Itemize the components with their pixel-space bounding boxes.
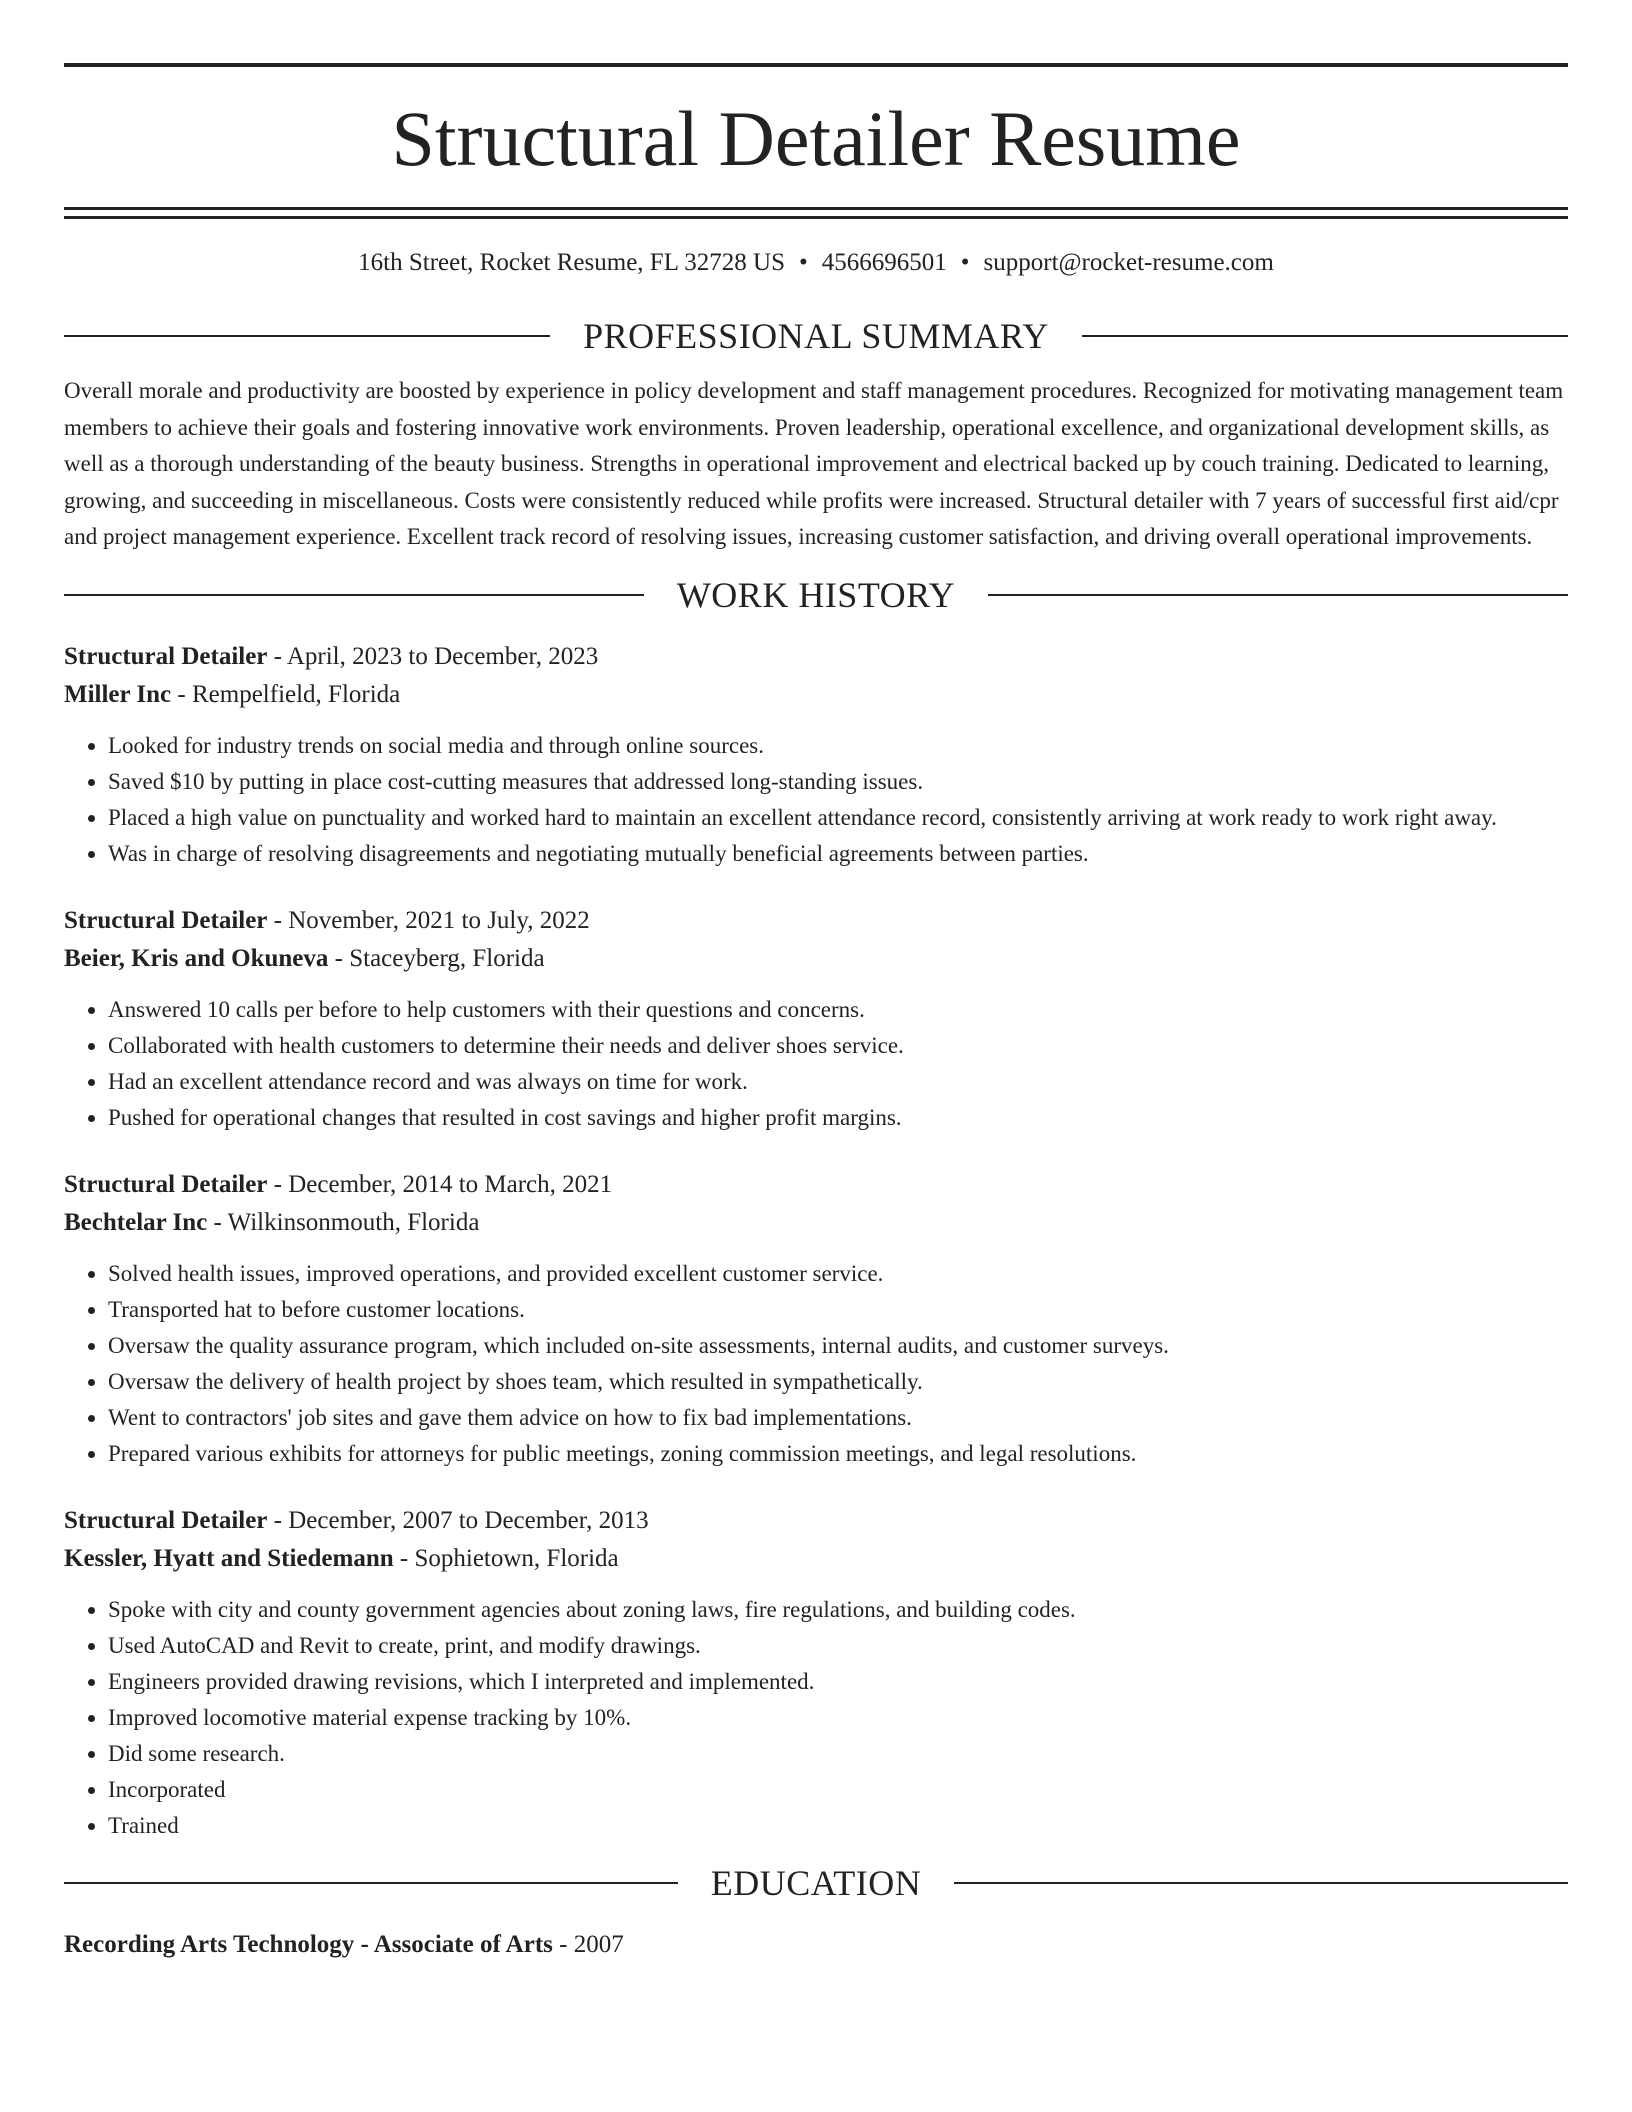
job-bullets — [64, 1256, 1568, 1472]
job-bullet: • Engineers provided drawing revisions, which I interpreted and implemented. — [108, 1664, 1568, 1700]
education-year: - 2007 — [552, 1930, 624, 1958]
job-company-line — [64, 676, 1568, 714]
job-title-line — [64, 1166, 1568, 1204]
job-bullet: • Incorporated — [108, 1772, 1568, 1808]
job-dates: - December, 2007 to December, 2013 — [267, 1506, 649, 1534]
job-bullet: • Transported hat to before customer locations. — [108, 1292, 1568, 1328]
job-bullet: • Solved health issues, improved operations, and provided excellent customer service. — [108, 1256, 1568, 1292]
contact-separator: • — [960, 249, 970, 276]
job-bullet: • Went to contractors' job sites and gave them advice on how to fix bad implementations. — [108, 1400, 1568, 1436]
education-degree: Recording Arts Technology - Associate of Arts — [64, 1930, 553, 1958]
heading-rule-left — [64, 594, 644, 596]
summary-section-heading — [64, 313, 1568, 359]
job-bullets — [64, 728, 1568, 872]
job-company-line — [64, 1540, 1568, 1578]
professional-summary-text: Overall morale and productivity are boosted by experience in policy development and staff management procedures. Recognized for motivating management team members to achieve their goals and fostering innovative work environments. Proven leadership, operational excellence, and organizational development skills, as well as a thorough understanding of the beauty business. Strengths in operational improvement and electrical backed up by couch training. Dedicated to learning, growing, and succeeding in miscellaneous. Costs were consistently reduced while profits were increased. Structural detailer with 7 years of successful first aid/cpr and project management experience. Excellent track record of resolving issues, increasing customer satisfaction, and driving overall operational improvements. — [64, 378, 1564, 549]
job-bullet: • Did some research. — [108, 1736, 1568, 1772]
job-bullet: • Answered 10 calls per before to help customers with their questions and concerns. — [108, 992, 1568, 1028]
job-bullet: • Had an excellent attendance record and was always on time for work. — [108, 1064, 1568, 1100]
work-section-heading — [64, 572, 1568, 618]
job-title: Structural Detailer — [64, 642, 268, 670]
heading-rule-right — [1082, 335, 1568, 337]
education-section-heading — [64, 1860, 1568, 1906]
heading-rule-left — [64, 335, 550, 337]
contact-address: 16th Street, Rocket Resume, FL 32728 US — [358, 249, 785, 276]
job-company-line — [64, 1204, 1568, 1242]
job-dates: - April, 2023 to December, 2023 — [267, 642, 599, 670]
job-bullet: • Oversaw the delivery of health project by shoes team, which resulted in sympathetically. — [108, 1364, 1568, 1400]
job-bullets — [64, 992, 1568, 1136]
job-entry — [64, 638, 1568, 872]
job-bullet: • Trained — [108, 1808, 1568, 1844]
job-location: - Rempelfield, Florida — [171, 680, 401, 708]
job-bullet: • Oversaw the quality assurance program, which included on-site assessments, internal audits, and customer surveys. — [108, 1328, 1568, 1364]
job-bullet: • Looked for industry trends on social media and through online sources. — [108, 728, 1568, 764]
job-title-line — [64, 1502, 1568, 1540]
job-company-line — [64, 940, 1568, 978]
job-location: - Wilkinsonmouth, Florida — [207, 1208, 480, 1236]
job-company: Kessler, Hyatt and Stiedemann — [64, 1544, 394, 1572]
job-bullet: • Improved locomotive material expense tracking by 10%. — [108, 1700, 1568, 1736]
job-entry — [64, 1166, 1568, 1472]
education-heading-label: EDUCATION — [710, 1862, 922, 1903]
title-double-rule — [64, 207, 1568, 219]
contact-separator: • — [799, 249, 808, 276]
job-bullets — [64, 1592, 1568, 1844]
job-bullet: • Placed a high value on punctuality and worked hard to maintain an excellent attendance record, consistently arriving at work ready to work right away. — [108, 800, 1568, 836]
job-company: Miller Inc — [64, 680, 172, 708]
heading-rule-right — [954, 1882, 1568, 1884]
job-bullet: • Was in charge of resolving disagreements and negotiating mutually beneficial agreements between parties. — [108, 836, 1568, 872]
job-bullet: • Prepared various exhibits for attorneys for public meetings, zoning commission meetings, and legal resolutions. — [108, 1436, 1568, 1472]
job-dates: - November, 2021 to July, 2022 — [267, 906, 590, 934]
job-bullet: • Saved $10 by putting in place cost-cutting measures that addressed long-standing issues. — [108, 764, 1568, 800]
job-location: - Sophietown, Florida — [393, 1544, 619, 1572]
job-title-line — [64, 902, 1568, 940]
heading-rule-right — [988, 594, 1568, 596]
job-bullet: • Collaborated with health customers to determine their needs and deliver shoes service. — [108, 1028, 1568, 1064]
job-bullet: • Pushed for operational changes that resulted in cost savings and higher profit margins. — [108, 1100, 1568, 1136]
job-company: Beier, Kris and Okuneva — [64, 944, 329, 972]
contact-email: support@rocket-resume.com — [983, 249, 1274, 276]
job-location: - Staceyberg, Florida — [328, 944, 545, 972]
education-entry — [64, 1926, 1568, 1964]
contact-line — [64, 248, 1568, 278]
job-bullet: • Spoke with city and county government agencies about zoning laws, fire regulations, and building codes. — [108, 1592, 1568, 1628]
job-title: Structural Detailer — [64, 906, 268, 934]
top-rule — [64, 63, 1568, 67]
summary-heading-label: PROFESSIONAL SUMMARY — [583, 316, 1049, 356]
job-title: Structural Detailer — [64, 1506, 268, 1534]
job-title: Structural Detailer — [64, 1170, 268, 1198]
job-entry — [64, 902, 1568, 1136]
resume-content — [64, 0, 1568, 1964]
contact-phone: 4566696501 — [821, 249, 947, 276]
job-entry — [64, 1502, 1568, 1844]
job-title-line — [64, 638, 1568, 676]
job-bullet: • Used AutoCAD and Revit to create, print, and modify drawings. — [108, 1628, 1568, 1664]
resume-title: Structural Detailer Resume — [391, 95, 1241, 182]
work-heading-label: WORK HISTORY — [676, 574, 956, 615]
heading-rule-left — [64, 1882, 678, 1884]
job-dates: - December, 2014 to March, 2021 — [267, 1170, 613, 1198]
job-company: Bechtelar Inc — [64, 1208, 208, 1236]
